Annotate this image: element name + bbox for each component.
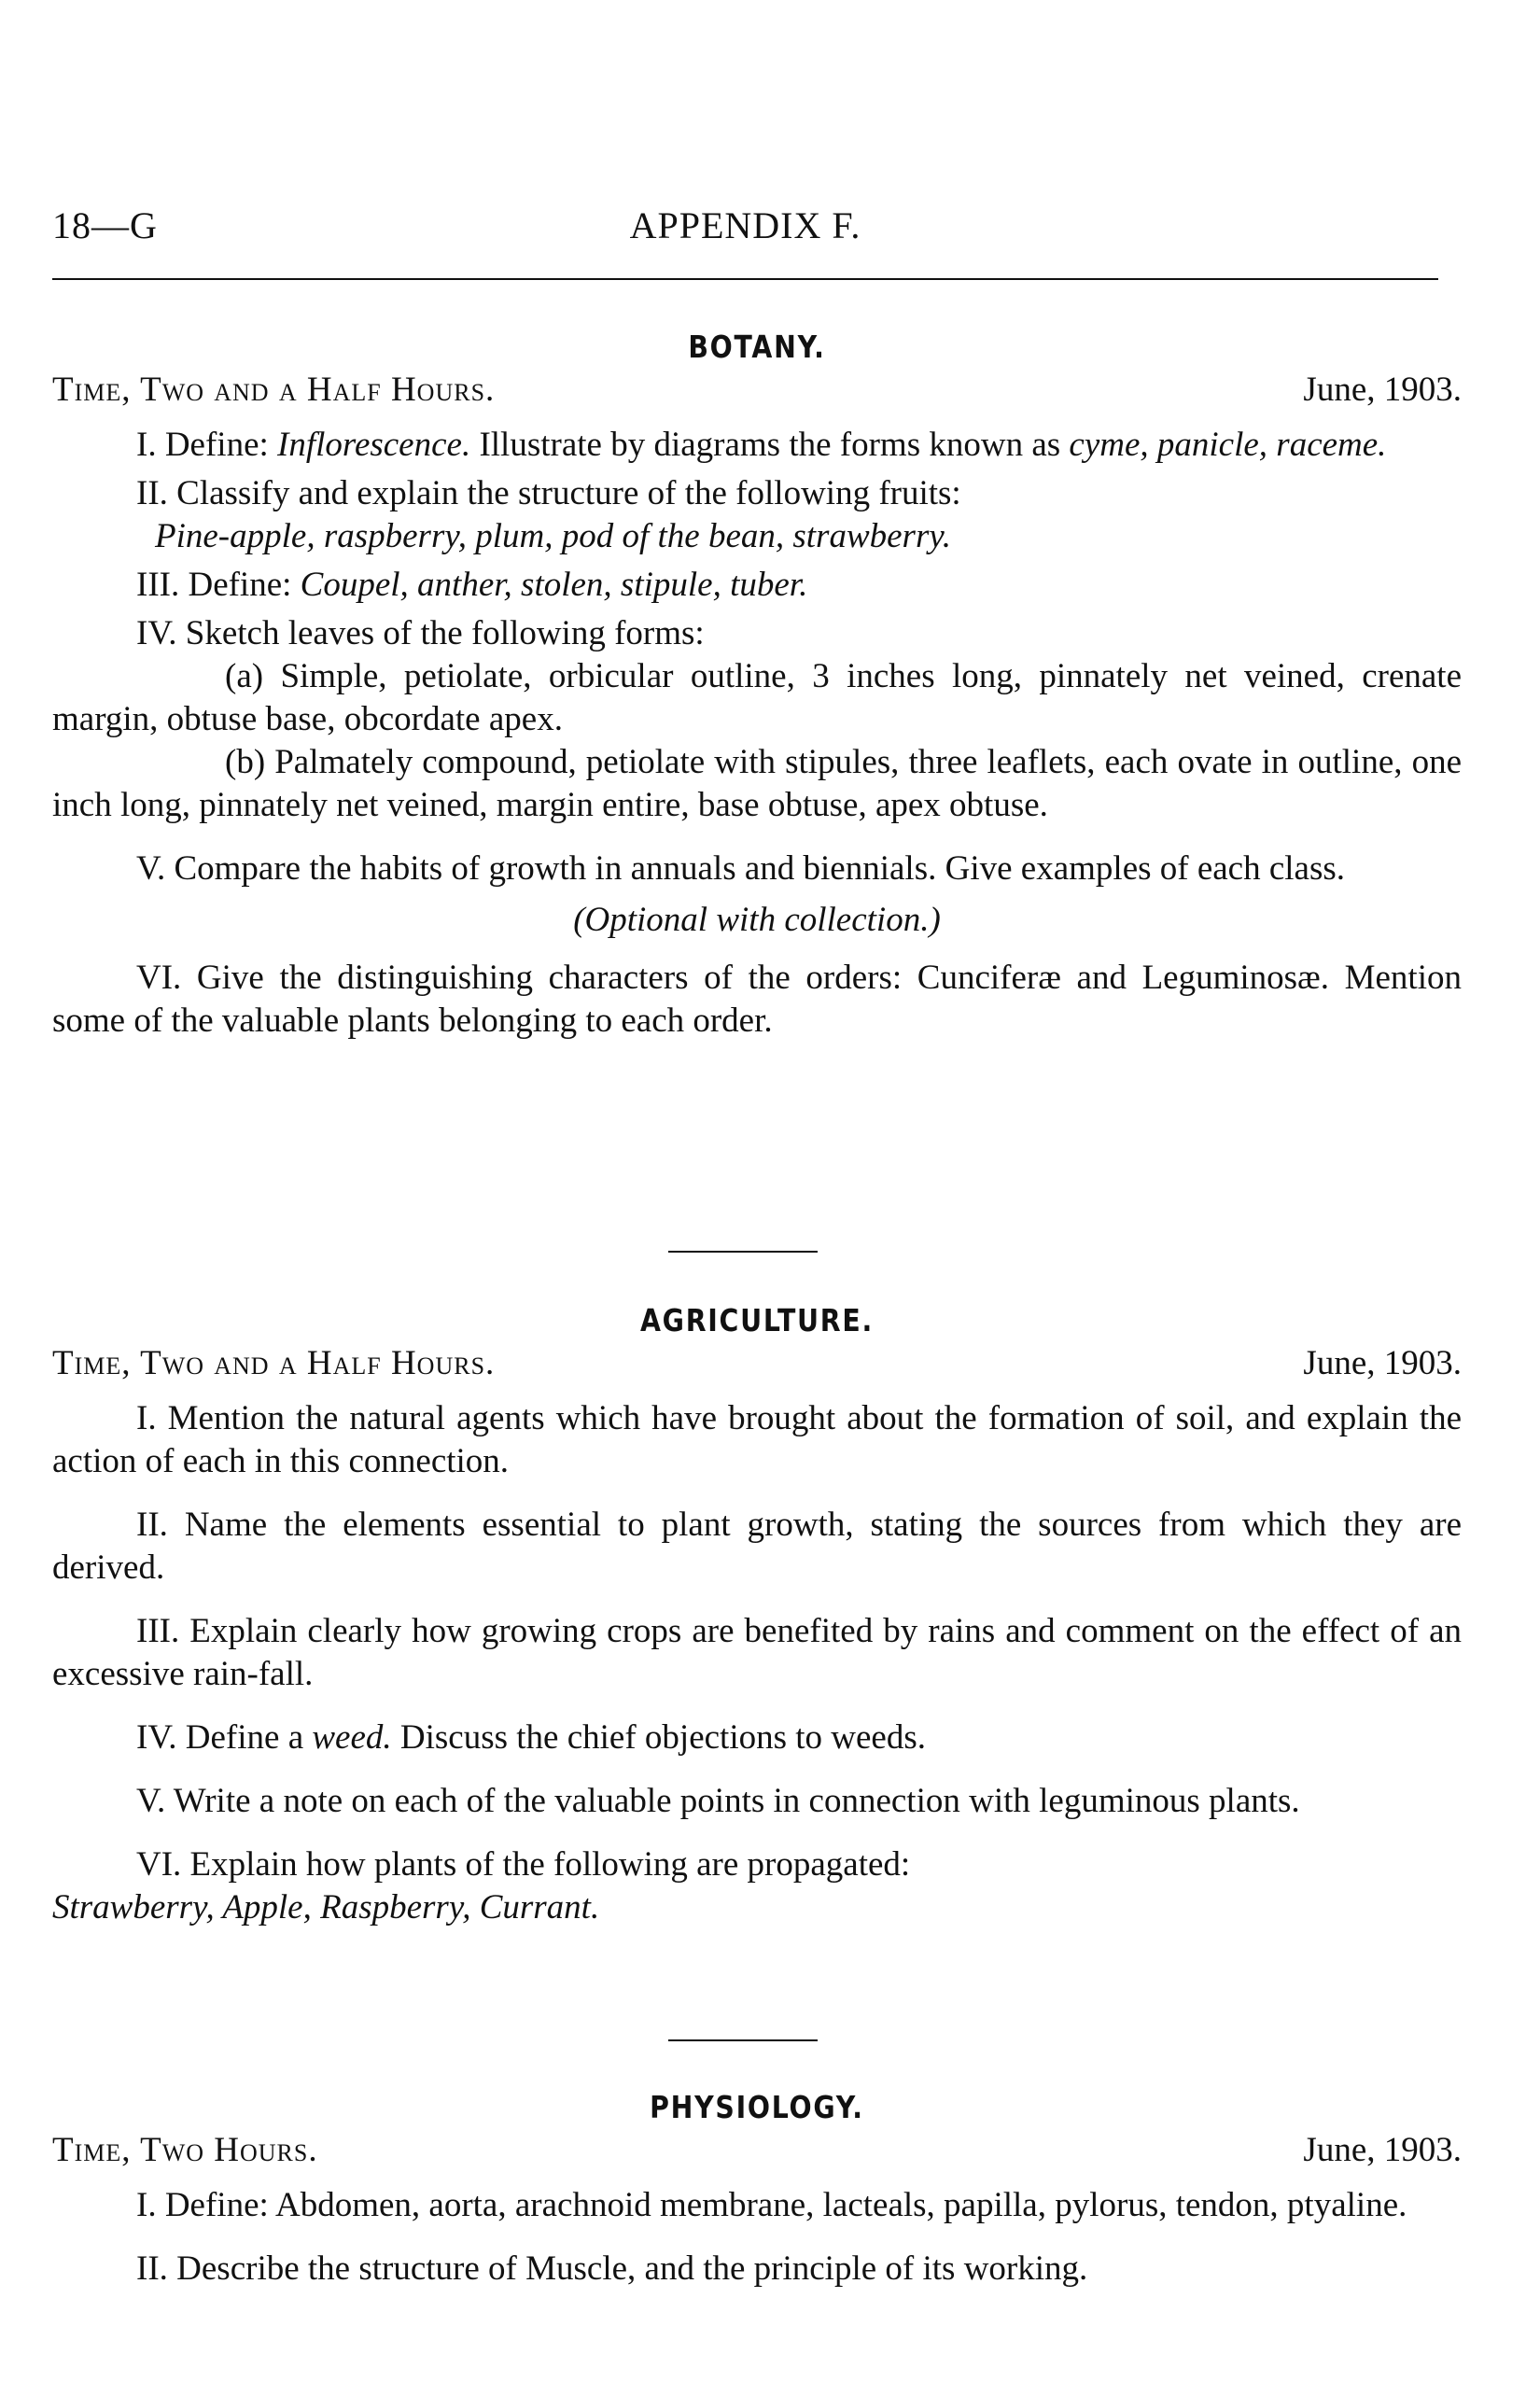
agriculture-question-6-terms: Strawberry, Apple, Raspberry, Currant. <box>52 1888 600 1927</box>
physiology-heading: PHYSIOLOGY. <box>650 2089 864 2125</box>
agriculture-question-2: II. Name the elements essential to plant growth, stating the sources from which they are derived. <box>52 1506 1462 1587</box>
botany-section <box>52 329 1462 1043</box>
botany-date: June, 1903. <box>1303 371 1462 409</box>
botany-question-2: II. Classify and explain the structure of the following fruits: <box>136 474 961 512</box>
botany-optional-note: (Optional with collection.) <box>573 901 941 939</box>
physiology-question-1: I. Define: Abdomen, aorta, arachnoid membrane, lacteals, papilla, pylorus, tendon, ptyaline. <box>136 2186 1407 2224</box>
botany-question-2-terms: Pine-apple, raspberry, plum, pod of the bean, strawberry. <box>155 517 951 555</box>
botany-question-1: I. Define: Inflorescence. Illustrate by diagrams the forms known as cyme, panicle, raceme. <box>136 426 1387 464</box>
section-divider <box>668 2039 818 2041</box>
header-rule <box>52 278 1438 280</box>
agriculture-section <box>52 1302 1462 1929</box>
agriculture-question-5: V. Write a note on each of the valuable points in connection with leguminous plants. <box>136 1782 1300 1820</box>
botany-time-row <box>52 370 1462 418</box>
botany-question-4b: (b) Palmately compound, petiolate with stipules, three leaflets, each ovate in outline, one inch long, pinnately net veined, margin entire, base obtuse, apex obtuse. <box>52 743 1462 824</box>
botany-question-5: V. Compare the habits of growth in annuals and biennials. Give examples of each class. <box>136 849 1346 888</box>
botany-question-3: III. Define: Coupel, anther, stolen, stipule, tuber. <box>136 566 808 604</box>
botany-question-4: IV. Sketch leaves of the following forms: <box>136 614 705 652</box>
botany-question-6: VI. Give the distinguishing characters of the orders: Cunciferæ and Leguminosæ. Mention some of the valuable plants belonging to each order. <box>52 959 1462 1040</box>
page-number: 18—G <box>52 204 158 246</box>
physiology-question-2: II. Describe the structure of Muscle, and the principle of its working. <box>136 2249 1088 2288</box>
agriculture-question-1: I. Mention the natural agents which have brought about the formation of soil, and explain the action of each in this connection. <box>52 1399 1462 1480</box>
physiology-section <box>52 2089 1462 2291</box>
agriculture-question-3: III. Explain clearly how growing crops are benefited by rains and comment on the effect of an excessive rain-fall. <box>52 1612 1463 1693</box>
agriculture-date: June, 1903. <box>1303 1344 1462 1382</box>
botany-question-4a: (a) Simple, petiolate, orbicular outline, 3 inches long, pinnately net veined, crenate margin, obtuse base, obcordate apex. <box>52 657 1463 738</box>
agriculture-time: Time, Two and a Half Hours. <box>52 1344 496 1382</box>
agriculture-question-6: VI. Explain how plants of the following are propagated: <box>136 1845 911 1884</box>
appendix-title: APPENDIX F. <box>629 204 861 246</box>
agriculture-time-row <box>52 1343 1462 1392</box>
botany-time: Time, Two and a Half Hours. <box>52 371 496 409</box>
agriculture-heading: AGRICULTURE. <box>639 1302 874 1338</box>
agriculture-question-4: IV. Define a weed. Discuss the chief objections to weeds. <box>136 1718 926 1757</box>
botany-heading: BOTANY. <box>688 329 826 365</box>
physiology-date: June, 1903. <box>1303 2131 1462 2169</box>
section-divider <box>668 1251 818 1253</box>
physiology-time: Time, Two Hours. <box>52 2131 318 2169</box>
physiology-time-row <box>52 2130 1462 2179</box>
